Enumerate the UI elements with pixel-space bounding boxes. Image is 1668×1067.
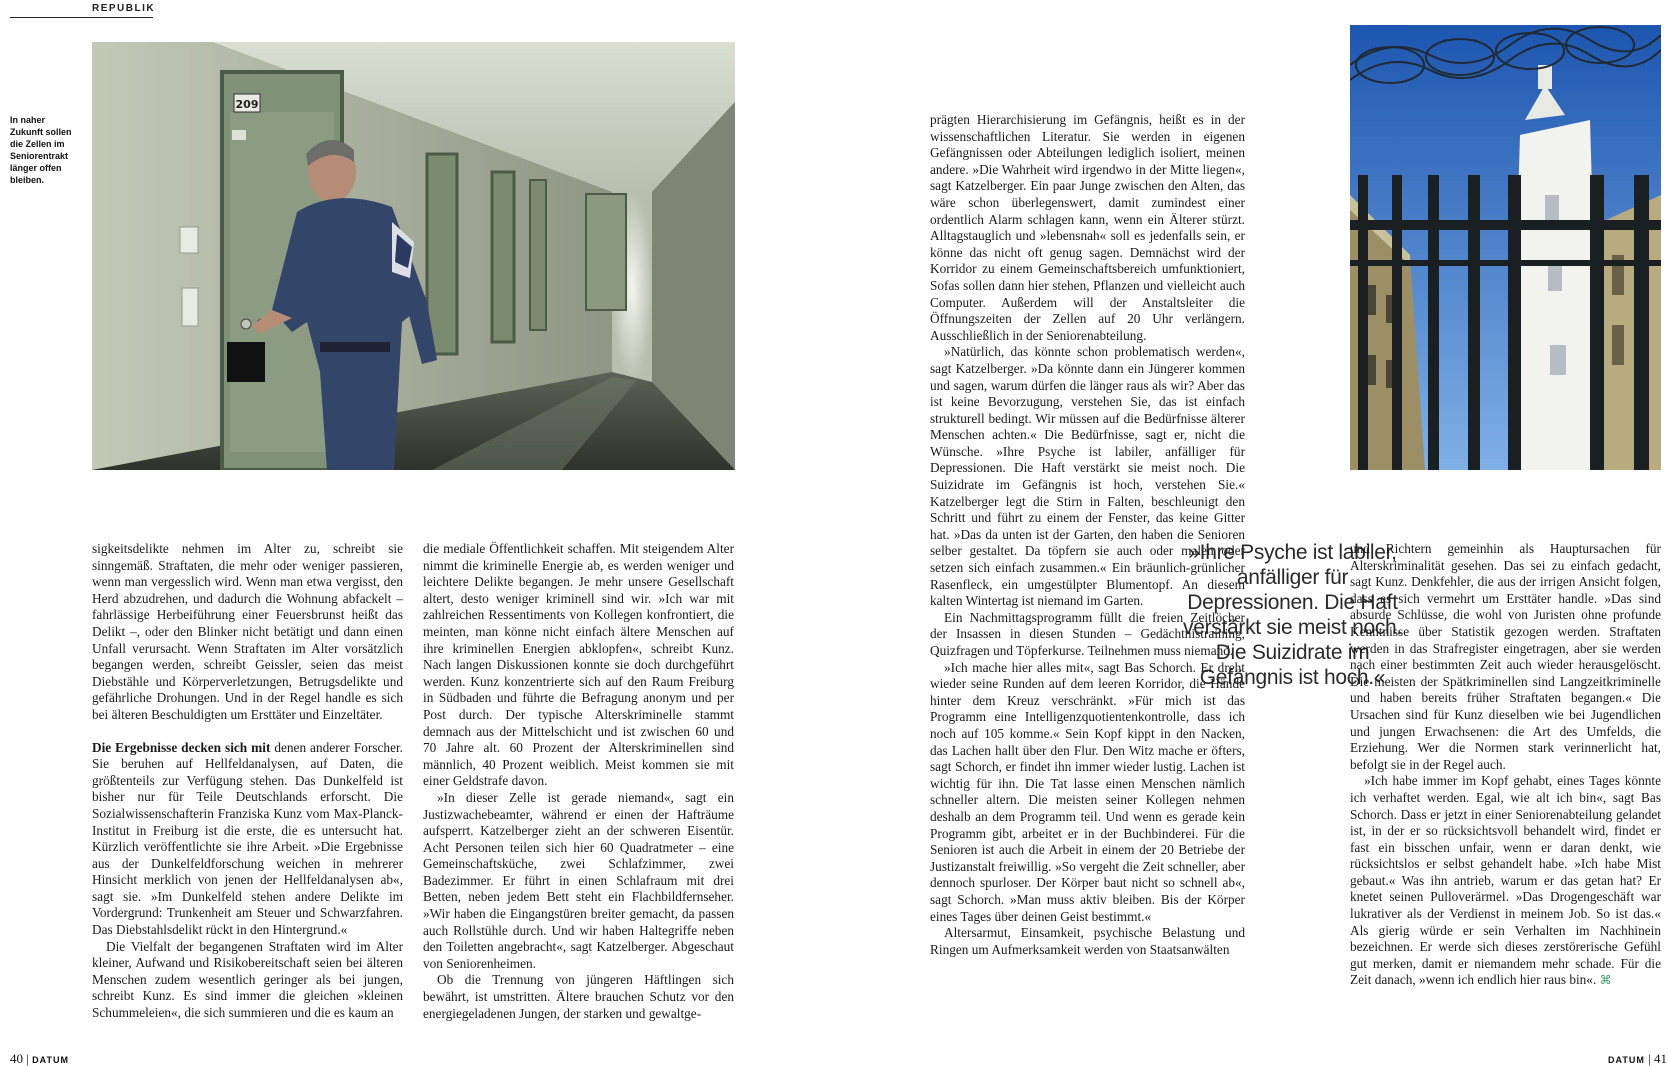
text-column-3 — [930, 112, 1245, 958]
magazine-name-right: DATUM — [1608, 1055, 1645, 1065]
paragraph: Ein Nachmittagsprogramm füllt die freien Zeitlöcher der Insassen in diesen Stunden – Gedächtnistraining, Quizfragen und Töpferkurse. Teilnehmen muss niemand. — [930, 609, 1245, 658]
page-number-right: 41 — [1653, 1051, 1667, 1066]
paragraph: sigkeitsdelikte nehmen im Alter zu, schreibt sie sinngemäß. Straftaten, die mehr oder weniger passieren, wenn man vergesslich wird. Wenn man etwa vergisst, den Herd abzudrehen, und dadurch die Wohnung abfackelt – fahrlässige Herbeiführung einer Feuersbrunst heißt das Delikt –, oder den Blinker nicht betätigt und dann einen Unfall verursacht. Wenn Straftaten im Alter vorsätzlich begangen werden, schreibt Geissler, seien das meist Diebstähle und Körperverletzungen, Betrugsdelikte und gefährliche Drohungen. Und in der Regel handle es sich bei älteren Beschuldigten um Ersttäter und Einzeltäter. — [92, 541, 403, 722]
text-column-4 — [1350, 541, 1661, 989]
paragraph: prägten Hierarchisierung im Gefängnis, heißt es in der wissenschaftlichen Literatur. Sie werden in eigenen Gefängnissen oder Abteilungen lediglich isoliert, meinen andere. »Die Wahrheit wird irgendwo in der Mitte liegen«, sagt Katzelberger. Ein paar Junge zwischen den Alten, das wäre schon überlegenswert, damit zumindest einer ordentlich Alarm schlagen kann, wenn ein Älterer stürzt. Alltagstauglich und »lebensnah« soll es jedenfalls sein, er könne das nicht oft genug sagen. Demnächst wird der Korridor zu einem Gemeinschaftsbereich umfunktioniert, Sofas sollen dann hier stehen, Pflanzen und vielleicht auch Computer. Außerdem will der Anstaltsleiter die Öffnungszeiten der Zellen auf 20 Uhr verlängern. Ausschließlich in der Seniorenabteilung. — [930, 112, 1245, 343]
photo-caption: In naher Zukunft sollen die Zellen im Seniorentrakt länger offen bleiben. — [10, 115, 72, 185]
end-mark-icon: ⌘ — [1599, 973, 1612, 988]
paragraph: »Ich mache hier alles mit«, sagt Bas Schorch. Er dreht wieder seine Runden auf dem leeren Korridor, die Hände hinter dem Kreuz verschränkt. »Für mich ist das Programm eine Intelligenzquotientenkontrolle, dass ich noch auf 105 komme.« Sein Kopf kippt in den Nacken, das Lachen hallt über den Flur. Den Witz mache er öfters, sagt Schorch, er findet ihn immer wieder lustig. Lachen ist wichtig für ihn. Die Tat lasse einen Menschen nämlich schneller altern. Die meisten seiner Kollegen nehmen deshalb an dem Programm teil. Und wenn es gerade kein Programm gibt, arbeitet er in der Buchbinderei. Für die Senioren ist auch die Arbeit in einem der 20 Betriebe der Justizanstalt freiwillig. »So vergeht die Zeit schneller, aber dennoch spurloser. Der Körper baut nicht so schnell ab«, sagt Schorch. »Man muss aktiv bleiben. Bis der Körper eines Tages über deinen Geist bestimmt.« — [930, 659, 1245, 924]
paragraph — [1350, 773, 1661, 989]
page-number-left: 40 — [10, 1051, 23, 1066]
text-column-1 — [92, 541, 403, 1022]
folio-right — [1608, 1051, 1667, 1067]
paragraph-text: »Ich habe immer im Kopf gehabt, eines Tages könnte ich verhaftet werden. Egal, wie alt ich bin«, sagt Bas Schorch. Dass er jetzt in einer Seniorenabteilung gelandet ist, in der er so rücksichtsvoll behandelt wird, findet er fast ein bisschen unfair, wenn er daran denkt, wie rücksichtslos er selbst gehandelt habe. »Ich habe Mist gebaut.« Was ihn antrieb, warum er das getan hat? Er knetet seinen Pulloverärmel. »Das Drogengeschäft war lukrativer als der Verdienst in meinem Job. So ist das.« Als gierig würde er sein Verhalten im Nachhinein bezeichnen. Er werde sich dieses zerstörerische Gefühl gut merken, damit er niemandem mehr schade. Für die Zeit danach, »wenn ich endlich hier raus bin«. — [1350, 773, 1661, 988]
paragraph: und Richtern gemeinhin als Hauptursachen für Alterskriminalität gesehen. Das sei zu einfach gedacht, sagt Kunz. Denkfehler, die aus der irrigen Ansicht folgen, dass es sich vermehrt um Ersttäter handle. »Das sind absurde Schlüsse, die wohl von Juristen ohne profunde Kenntnisse über Statistik gezogen werden. Straftaten werden in das Strafregister eingetragen, aber sie werden nach einer bestimmten Zeit auch wieder herausgelöscht. Die meisten der Spätkriminellen sind Langzeitkriminelle und haben bereits früher Straftaten begangen.« Die Ursachen sind für Kunz dieselben wie bei Jugendlichen und jungen Erwachsenen: die Art des Umfelds, die Erziehung. Wer die Normen stark verinnerlicht hat, befolgt sie in der Regel auch. — [1350, 541, 1661, 772]
section-rubric: REPUBLIK — [92, 3, 156, 14]
paragraph: Ob die Trennung von jüngeren Häftlingen sich bewährt, ist umstritten. Ältere brauchen Schutz vor den energiegeladenen Jungen, der starken und gewaltge- — [423, 972, 734, 1021]
svg-text:209: 209 — [235, 98, 259, 111]
paragraph: Altersarmut, Einsamkeit, psychische Belastung und Ringen um Aufmerksamkeit werden von Staatsanwälten — [930, 925, 1245, 957]
pull-quote: »Ihre Psyche ist labiler, anfälliger für Depressionen. Die Haft verstärkt sie meist noch. Die Suizidrate im Gefängnis ist hoch.« — [1183, 541, 1402, 689]
paragraph: Die Vielfalt der begangenen Straftaten wird im Alter kleiner, Aufwand und Risikobereitschaft seien bei älteren Menschen zudem wesentlich geringer als bei jungen, schreibt Kunz. Es sind immer die gleichen »kleinen Schummeleien«, die sich summieren und die es kaum an — [92, 938, 403, 1021]
photo-corridor-guard — [92, 42, 735, 470]
paragraph: »In dieser Zelle ist gerade niemand«, sagt ein Justizwachebeamter, während er einen der Hafträume aufsperrt. Katzelberger zieht an der schweren Eisentür. Acht Personen teilen sich hier 60 Quadratmeter – eine Gemeinschaftsküche, zwei Schlafzimmer, zwei Badezimmer. Er führt in einen Schlafraum mit drei Betten, neben jedem Bett steht ein Flachbildfernseher. »Wir haben die Eingangstüren breiter gemacht, da passen auch Rollstühle durch. Und wir haben Haltegriffe neben den Toiletten angebracht«, sagt Katzelberger. Abgeschaut von Seniorenheimen. — [423, 789, 734, 971]
rubric-rule — [10, 17, 153, 18]
folio-divider: | — [26, 1051, 29, 1066]
magazine-name-left: DATUM — [32, 1055, 69, 1065]
folio-divider: | — [1648, 1051, 1651, 1066]
paragraph-text: denen anderer Forscher. Sie beruhen auf Hellfeldanalysen, auf Daten, die größtenteils zur Verfügung stehen. Das Dunkelfeld ist bisher nur für Teile Deutschlands erforscht. Die Sozialwissenschafterin Franziska Kunz vom Max-Planck-Institut in Freiburg ist die erste, die es untersucht hat. Kürzlich veröffentlichte sie ihre Arbeit. »Die Ergebnisse aus der Dunkelfeldforschung weichen in mehrerer Hinsicht merklich von jenen der Hellfeldanalysen ab«, sagt sie. »Im Dunkelfeld stehen andere Delikte im Vordergrund: Trunkenheit am Steuer und Schwarzfahren. Das Diebstahlsdelikt rückt in den Hintergrund.« — [92, 739, 403, 938]
lead-in: Die Ergebnisse decken sich mit — [92, 739, 271, 755]
folio-left — [10, 1051, 69, 1067]
paragraph: die mediale Öffentlichkeit schaffen. Mit steigendem Alter nimmt die kriminelle Energie ab, es werden weniger und leichtere Delikte begangen. Je mehr unsere Gesellschaft altert, desto weniger kriminell sind wir. »Ich war mit zahlreichen Ressentiments von Kollegen konfrontiert, die meinten, man könne nicht einfach ältere Menschen auf ihre kriminellen Energien abklopfen«, schreibt Kunz. Nach langen Diskussionen konnte sie doch durchgeführt werden. Kunz konzentrierte sich auf den Raum Freiburg in Südbaden und führte die Befragung anonym und per Post durch. Der typische Alterskriminelle stammt demnach aus der Mittelschicht und ist zwischen 60 und 70 Jahre alt. 60 Prozent der Alterskriminellen sind männlich, 40 Prozent weiblich. Meist kommen sie mit einer Geldstrafe davon. — [423, 541, 734, 789]
paragraph: »Natürlich, das könnte schon problematisch werden«, sagt Katzelberger. »Da könnte dann ein Jüngerer kommen und sagen, warum dürfen die länger raus als wir? Aber das ist keine Bevorzugung, verstehen Sie, das ist einfach strukturell bedingt. Wir müssen auf die Bedürfnisse älterer Menschen achten.« Die Bedürfnisse, sagt er, nicht die Wünsche. »Ihre Psyche ist labiler, anfälliger für Depressionen. Die Haft verstärkt sie meist noch. Die Suizidrate im Gefängnis ist hoch, verstehen Sie.« Katzelberger legt die Stirn in Falten, beschleunigt den Schritt und führt zu einem der Fenster, das keine Gitter hat. »Das da unten ist der Garten, den haben die Senioren selber gestaltet. Da töpfern sie auch oder malen oder setzen sich einfach zusammen.« Ein bräunlich-grünlicher Rasenfleck, ein umgestülpter Blumentopf. An diesem kalten Wintertag ist niemand im Garten. — [930, 344, 1245, 609]
paragraph — [92, 740, 403, 939]
photo-razor-wire-gate — [1350, 25, 1661, 470]
text-column-2 — [423, 541, 734, 1022]
